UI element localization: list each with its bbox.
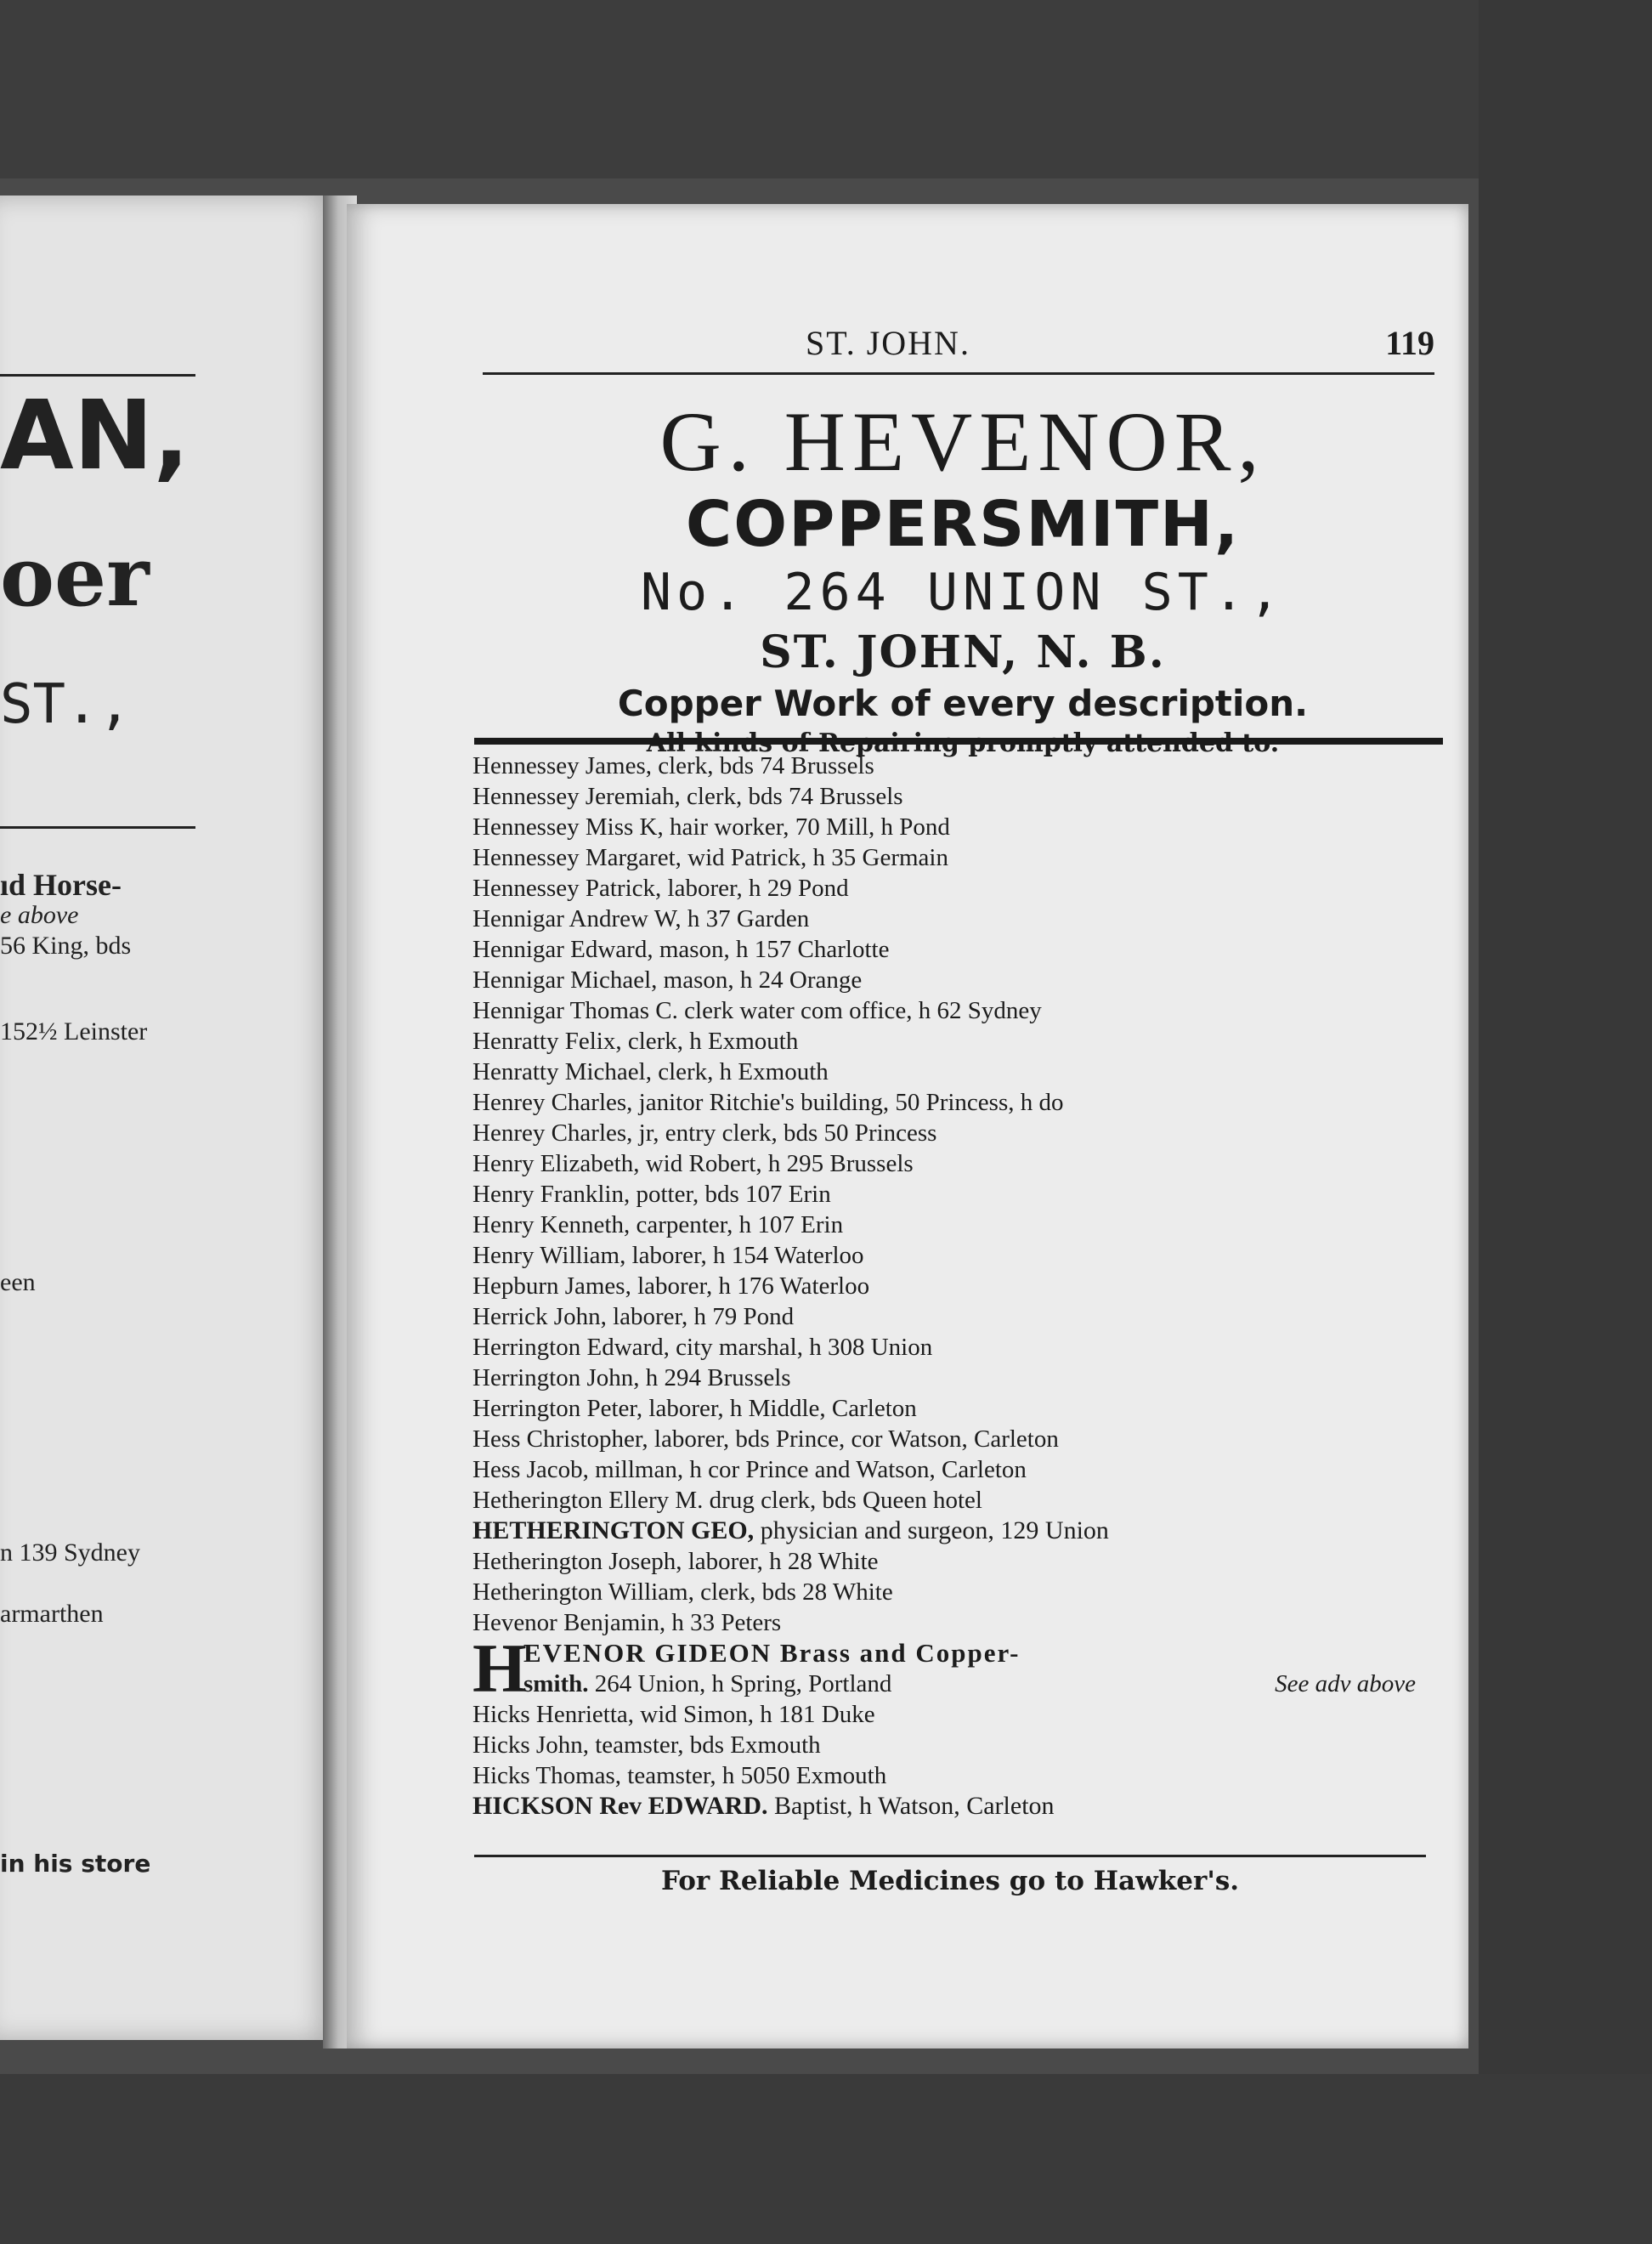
running-head	[466, 323, 1434, 374]
directory-entry: Hevenor Benjamin, h 33 Peters	[472, 1609, 782, 1636]
directory-entry: Hetherington Joseph, laborer, h 28 White	[472, 1548, 879, 1575]
ad-address: No. 264 UNION ST.,	[640, 563, 1286, 622]
entry-note: See adv above	[1275, 1670, 1416, 1697]
entry-detail: physician and surgeon, 129 Union	[754, 1516, 1109, 1544]
directory-entry: Hicks Henrietta, wid Simon, h 181 Duke	[472, 1701, 875, 1728]
left-fragment: 56 King, bds	[0, 932, 132, 960]
left-fragment: n 139 Sydney	[0, 1538, 140, 1567]
directory-entry: Herrick John, laborer, h 79 Pond	[472, 1303, 795, 1330]
directory-entry: Hetherington William, clerk, bds 28 White	[472, 1578, 893, 1606]
directory-entry-bold	[472, 1516, 1450, 1546]
scan-background-right	[1479, 0, 1652, 2244]
page-footer: For Reliable Medicines go to Hawker's.	[660, 1866, 1240, 1896]
directory-entry: Herrington Edward, city marshal, h 308 Union	[472, 1334, 933, 1361]
directory-entry: Henratty Michael, clerk, h Exmouth	[472, 1058, 829, 1085]
page-number: 119	[1385, 324, 1434, 362]
directory-entry: Herrington Peter, laborer, h Middle, Carleton	[472, 1395, 917, 1422]
entry-bold-word: smith.	[523, 1670, 589, 1697]
entry-name: HETHERINGTON GEO,	[472, 1516, 755, 1544]
ad-trade: COPPERSMITH,	[685, 488, 1241, 561]
directory-entry: Hennigar Edward, mason, h 157 Charlotte	[472, 936, 890, 963]
directory-page	[347, 204, 1468, 2048]
left-page-rule	[0, 374, 195, 377]
left-fragment: AN,	[0, 381, 190, 491]
directory-entry: Hicks John, teamster, bds Exmouth	[472, 1731, 821, 1759]
header-rule	[483, 372, 1434, 375]
entry-detail: Baptist, h Watson, Carleton	[767, 1792, 1055, 1820]
directory-entry: Henry Elizabeth, wid Robert, h 295 Brussels	[472, 1150, 914, 1177]
page-title: ST. JOHN.	[806, 324, 970, 362]
directory-entry: Hess Christopher, laborer, bds Prince, cor Watson, Carleton	[472, 1425, 1059, 1453]
directory-entry: Hennessey James, clerk, bds 74 Brussels	[472, 752, 874, 779]
directory-entry: Henrey Charles, jr, entry clerk, bds 50 Princess	[472, 1119, 937, 1147]
directory-entry: Henry Franklin, potter, bds 107 Erin	[472, 1181, 831, 1208]
directory-entry: Hicks Thomas, teamster, h 5050 Exmouth	[472, 1762, 887, 1789]
directory-entry: Henry Kenneth, carpenter, h 107 Erin	[472, 1211, 844, 1238]
left-page-rule	[0, 826, 195, 829]
drop-cap-initial: H	[472, 1629, 527, 1707]
left-fragment: armarthen	[0, 1600, 104, 1628]
directory-entry: Henratty Felix, clerk, h Exmouth	[472, 1028, 799, 1055]
directory-entry: Herrington John, h 294 Brussels	[472, 1364, 791, 1391]
left-facing-page	[0, 196, 336, 2040]
directory-entry: Hennessey Margaret, wid Patrick, h 35 Germain	[472, 844, 948, 871]
scan-background-top	[0, 0, 1652, 178]
directory-entry: Hennessey Patrick, laborer, h 29 Pond	[472, 875, 849, 902]
directory-entries	[472, 751, 1450, 1822]
directory-entry: Hennessey Jeremiah, clerk, bds 74 Brussels	[472, 783, 903, 810]
directory-entry: Hetherington Ellery M. drug clerk, bds Queen hotel	[472, 1487, 982, 1514]
left-fragment: 152½ Leinster	[0, 1017, 148, 1046]
ad-tagline: Copper Work of every description.	[617, 683, 1309, 724]
entry-detail: 264 Union, h Spring, Portland	[588, 1670, 892, 1697]
entry-line-2	[523, 1669, 1441, 1699]
directory-entry: Hennigar Andrew W, h 37 Garden	[472, 905, 810, 932]
directory-entry: Hennessey Miss K, hair worker, 70 Mill, h Pond	[472, 813, 950, 841]
directory-entry: Henry William, laborer, h 154 Waterloo	[472, 1242, 864, 1269]
left-fragment: in his store	[0, 1850, 151, 1878]
directory-entry-bold	[472, 1791, 1450, 1822]
entry-name: HICKSON Rev EDWARD.	[472, 1792, 768, 1820]
hevenor-gideon-entry	[472, 1629, 1450, 1707]
entry-line-1: EVENOR GIDEON Brass and Copper-	[523, 1638, 1021, 1668]
left-fragment: oer	[0, 529, 150, 625]
ad-subline: All kinds of Repairing promptly attended to.	[646, 728, 1280, 758]
left-fragment: ıd Horse-	[0, 868, 122, 902]
directory-entry: Hennigar Michael, mason, h 24 Orange	[472, 966, 863, 994]
ad-bottom-rule	[474, 738, 1443, 745]
left-fragment: e above	[0, 901, 79, 929]
directory-entry: Hennigar Thomas C. clerk water com office, h 62 Sydney	[472, 997, 1042, 1024]
hevenor-advertisement	[474, 395, 1451, 761]
ad-city: ST. JOHN, N. B.	[760, 626, 1166, 678]
directory-entry: Hess Jacob, millman, h cor Prince and Watson, Carleton	[472, 1456, 1027, 1483]
scan-background-bottom	[0, 2074, 1652, 2244]
directory-entry: Hepburn James, laborer, h 176 Waterloo	[472, 1272, 870, 1300]
ad-business-name: G. HEVENOR,	[659, 394, 1266, 489]
left-fragment: een	[0, 1268, 36, 1296]
directory-entry: Henrey Charles, janitor Ritchie's building, 50 Princess, h do	[472, 1089, 1064, 1116]
left-fragment: ST.,	[0, 673, 132, 736]
footer-rule	[474, 1855, 1426, 1857]
